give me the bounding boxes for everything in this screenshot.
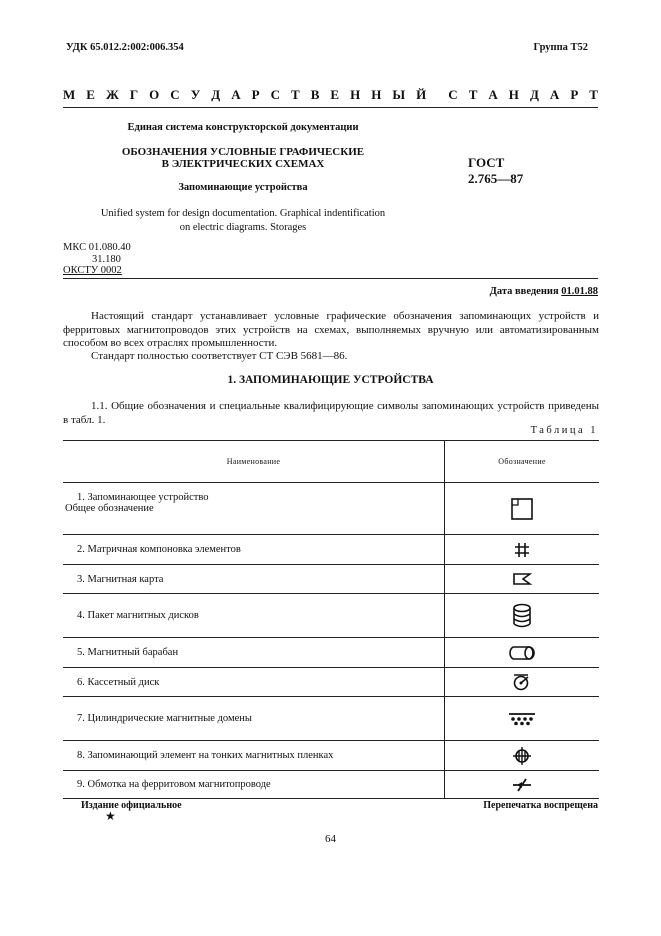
table-row (63, 668, 599, 697)
banner-letter: Г (129, 87, 139, 102)
cassette-disk-icon (512, 673, 532, 691)
table-caption: Таблица 1 (530, 425, 598, 436)
table-row (63, 697, 599, 741)
banner-letter: С (270, 87, 280, 102)
table-row (63, 741, 599, 771)
banner-letter: Н (371, 87, 382, 102)
header-rule (63, 278, 598, 279)
okstu-code: ОКСТУ 0002 (63, 265, 122, 276)
title-line-2: В ЭЛЕКТРИЧЕСКИХ СХЕМАХ (161, 158, 325, 170)
intro-paragraph: Настоящий стандарт устанавливает условные графические обозначения запоминающих устройств и ферритовых магнитопроводов этих устройств на схемах, выполняемых вручную или автоматизированным способом во всех отраслях промышленности. (63, 310, 599, 349)
star-icon: ★ (105, 809, 116, 823)
group-code: Группа Т52 (533, 42, 588, 53)
banner-letter: Е (86, 87, 95, 102)
page-number: 64 (325, 833, 336, 845)
row-label: 6. Кассетный диск (63, 668, 445, 697)
english-line-1: Unified system for design documentation. Graphical indentification (100, 208, 386, 219)
storage-box-icon (510, 497, 534, 521)
banner-letter: Ж (105, 87, 119, 102)
thin-film-element-icon (512, 746, 532, 766)
system-name: Единая система конструкторской документации (127, 122, 359, 133)
col-header-name: Наименование (63, 441, 445, 483)
row-label: 9. Обмотка на ферритовом магнитопроводе (63, 771, 445, 799)
banner-letter: С (170, 87, 180, 102)
col-header-symbol: Обозначение (445, 441, 599, 483)
row-label: 2. Матричная компоновка элементов (63, 535, 445, 565)
banner-letter: Д (529, 87, 539, 102)
table-row (63, 483, 599, 535)
bubble-domains-icon (508, 712, 536, 726)
date-value: 01.01.88 (561, 286, 598, 297)
banner-letter: В (310, 87, 320, 102)
banner-rule (63, 107, 598, 108)
symbols-table (63, 440, 599, 799)
row-symbol (445, 565, 599, 594)
section-paragraph: 1.1. Общие обозначения и специальные квалифицирующие символы запоминающих устройств приведены в табл. 1. (63, 400, 599, 426)
row-label: 3. Магнитная карта (63, 565, 445, 594)
table-row (63, 565, 599, 594)
official-edition-note: Издание официальное (81, 800, 182, 811)
interstate-standard-banner (63, 87, 598, 103)
row-symbol (445, 483, 599, 535)
row-symbol (445, 771, 599, 799)
disk-pack-icon (512, 603, 532, 629)
row-symbol (445, 668, 599, 697)
title-line-1: ОБОЗНАЧЕНИЯ УСЛОВНЫЕ ГРАФИЧЕСКИЕ (121, 146, 365, 158)
row-label (63, 483, 445, 535)
banner-letter: Н (350, 87, 361, 102)
row-label: 4. Пакет магнитных дисков (63, 594, 445, 638)
banner-letter: Е (330, 87, 340, 102)
banner-letter: О (149, 87, 160, 102)
banner-letter: А (549, 87, 560, 102)
classification-codes (63, 242, 131, 277)
udk-code: УДК 65.012.2:002:006.354 (66, 42, 184, 53)
compliance-paragraph: Стандарт полностью соответствует СТ СЭВ 5681—86. (91, 350, 348, 362)
gost-number: 2.765—87 (468, 171, 524, 186)
row-symbol (445, 638, 599, 668)
english-line-2: on electric diagrams. Storages (179, 222, 307, 233)
english-title (63, 207, 423, 235)
document-subtitle: Запоминающие устройства (178, 182, 308, 193)
document-title (63, 146, 423, 170)
banner-letter: У (190, 87, 201, 102)
banner-letter: Т (468, 87, 478, 102)
table-row (63, 535, 599, 565)
magnetic-card-icon (512, 572, 532, 586)
table-row (63, 771, 599, 799)
gost-label: ГОСТ (468, 155, 505, 170)
magnetic-drum-icon (508, 645, 536, 661)
gost-designation (468, 155, 523, 187)
row-symbol (445, 535, 599, 565)
banner-letter: Й (416, 87, 427, 102)
banner-letter: М (63, 87, 76, 102)
row-symbol (445, 697, 599, 741)
row-label: 7. Цилиндрические магнитные домены (63, 697, 445, 741)
banner-letter: Р (251, 87, 260, 102)
banner-letter: Р (570, 87, 579, 102)
banner-letter: Ы (392, 87, 406, 102)
banner-letter: Т (589, 87, 598, 102)
matrix-hash-icon (514, 542, 530, 558)
row-label-main: 1. Запоминающее устройство (77, 492, 209, 503)
row-label-sub: Общее обозначение (65, 503, 154, 514)
banner-letter: С (448, 87, 458, 102)
banner-letter: Н (508, 87, 519, 102)
banner-letter: А (231, 87, 241, 102)
mks-code-2: 31.180 (92, 253, 121, 265)
row-symbol (445, 594, 599, 638)
date-label: Дата введения (489, 286, 559, 297)
section-heading: 1. ЗАПОМИНАЮЩИЕ УСТРОЙСТВА (227, 374, 434, 386)
ferrite-winding-icon (511, 777, 533, 793)
reprint-prohibited-note: Перепечатка воспрещена (483, 800, 598, 811)
effective-date (490, 286, 598, 297)
banner-letter: Т (291, 87, 300, 102)
banner-letter: Д (211, 87, 221, 102)
row-label: 8. Запоминающий элемент на тонких магнитных пленках (63, 741, 445, 771)
table-row (63, 638, 599, 668)
mks-code-1: МКС 01.080.40 (63, 242, 131, 253)
row-symbol (445, 741, 599, 771)
table-header-row (63, 441, 599, 483)
banner-letter: А (488, 87, 498, 102)
table-row (63, 594, 599, 638)
row-label: 5. Магнитный барабан (63, 638, 445, 668)
